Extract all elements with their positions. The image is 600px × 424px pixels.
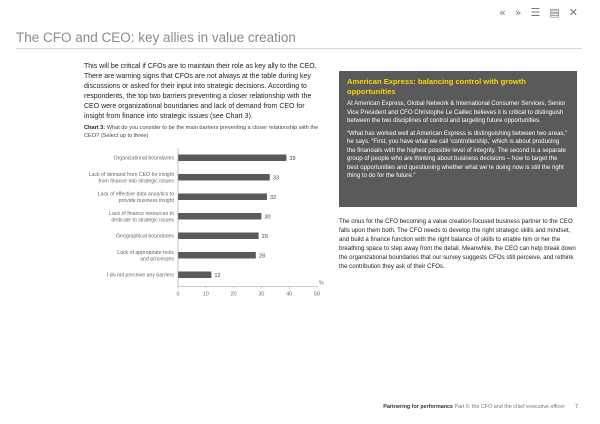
- chart-caption: [84, 124, 326, 140]
- footer-subtitle: Part 5: the CFO and the chief executive officer: [453, 404, 565, 410]
- bar-value-label: 30: [264, 214, 271, 221]
- intro-paragraph: This will be critical if CFOs are to maintain their role as key ally to the CEO. There are warning signs that CFOs are not always at the table during key discussions or asked for their input into strategic decisions. According to respondents, the top two barriers preventing a closer relationship with the CEO were organizational boundaries and lack of demand from CEO for insight from finance into strategic issues (see Chart 3).: [84, 63, 317, 120]
- footer-title: Partnering for performance: [383, 404, 454, 410]
- chart-caption-label: Chart 3:: [84, 125, 106, 131]
- bar-value-label: 29: [261, 233, 268, 240]
- x-axis-unit: %: [319, 280, 324, 287]
- x-tick-label: 20: [230, 291, 237, 298]
- bar-value-label: 32: [269, 194, 277, 201]
- category-label: Organizational boundaries: [113, 155, 174, 162]
- x-tick-label: 40: [286, 291, 293, 298]
- close-icon[interactable]: ✕: [568, 6, 578, 19]
- data-bar: [178, 194, 267, 201]
- next-page-icon[interactable]: »: [514, 6, 522, 19]
- x-tick-label: 10: [202, 291, 209, 298]
- x-tick-label: 50: [314, 291, 320, 298]
- category-label: Lack of appropriate tools and processes: [117, 249, 174, 263]
- category-label: I do not perceive any barriers: [106, 272, 174, 279]
- data-bar: [178, 155, 286, 162]
- print-icon[interactable]: ▤: [549, 6, 560, 19]
- chart-caption-text: What do you consider to be the main barriers preventing a closer relationship with the CEO? (Select up to three): [84, 125, 319, 139]
- x-tick-label: 0: [176, 291, 180, 298]
- sidebar-title: American Express: balancing control with growth opportunities: [347, 77, 526, 96]
- page-title: The CFO and CEO: key allies in value creation: [16, 30, 296, 45]
- data-bar: [178, 233, 259, 240]
- data-bar: [178, 174, 270, 181]
- page-number: 7: [575, 404, 578, 410]
- category-label: Lack of demand from CEO for insight from finance into strategic issues: [88, 171, 174, 185]
- category-label: Geographical boundaries: [116, 233, 174, 240]
- nav-toolbar: [499, 6, 578, 20]
- bar-value-label: 33: [272, 175, 279, 182]
- contents-icon[interactable]: ☰: [530, 6, 541, 19]
- previous-page-icon[interactable]: «: [499, 6, 506, 19]
- page-footer: [383, 404, 578, 410]
- bar-value-label: 12: [214, 272, 221, 279]
- x-tick-label: 30: [258, 291, 265, 298]
- case-study-sidebar: [339, 71, 577, 207]
- category-label: Lack of effective data analytics to provide business insight: [97, 191, 174, 204]
- body-paragraph: The onus for the CFO becoming a value creation-focused business partner to the CEO falls upon them both. The CFO needs to develop the right strategic skills and mindset, and build a finance function with the right balance of skills to enable him or her the breathing space to step away from the detail. Meanwhile, the CEO can help break down the organizational boundaries that our survey suggests CFOs still perceive, and rethink the contribution they ask of their CFOs.: [339, 218, 576, 270]
- category-label: Lack of finance resources to dedicate to strategic issues: [109, 210, 174, 224]
- sidebar-paragraph: At American Express, Global Network & International Consumer Services, Senior Vice President and CFO Christophe Le Caillec believes it is critical to distinguish between the two disciplines of control and targeting future opportunities.: [347, 100, 566, 124]
- bar-value-label: 28: [258, 253, 266, 260]
- data-bar: [178, 252, 256, 259]
- data-bar: [178, 272, 211, 279]
- data-bar: [178, 213, 261, 220]
- sidebar-quote: “What has worked well at American Express is distinguishing between two areas,” he says. “First, you have what we call ‘controllership,’ which is about producing the financials with the highest possible level of integrity. The second is a separate group of people who are thinking about business decisions – how to target the best opportunities and questioning whether what we’re doing now is still the right thing to do for the future.”: [347, 129, 568, 179]
- barriers-bar-chart: [60, 144, 330, 298]
- bar-value-label: 39: [289, 155, 296, 162]
- title-divider: [16, 48, 582, 49]
